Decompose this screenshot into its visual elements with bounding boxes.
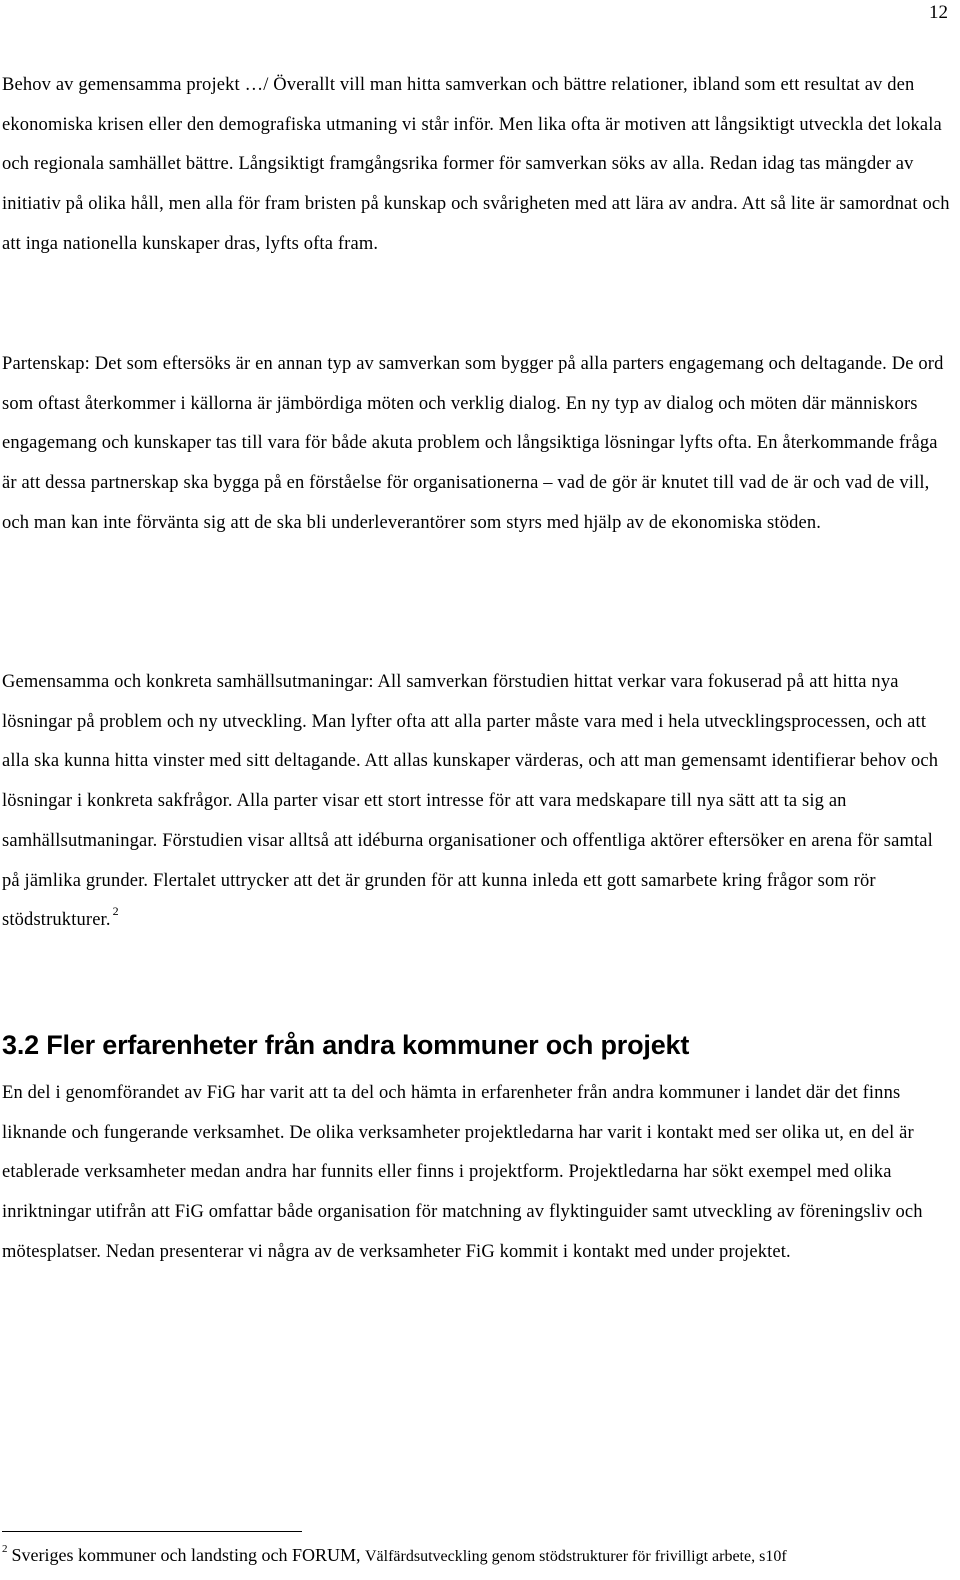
paragraph-text: Behov av gemensamma projekt …/ Överallt vill man hitta samverkan och bättre relationer, ibland som ett resultat av den ekonomiska krisen eller den demografiska utmaning vi står inför. Men lika ofta är motiven att långsiktigt utveckla det lokala och regionala samhället bättre. Långsiktigt framgångsrika former för samverkan söks av alla. Redan idag tas mängder av initiativ på olika håll, men alla för fram bristen på kunskap och svårigheten med att lära av andra. Att så lite är samordnat och att inga nationella kunskaper dras, lyfts ofta fram. (2, 75, 950, 254)
paragraph-text: En del i genomförandet av FiG har varit att ta del och hämta in erfarenheter från andra kommuner i landet där det finns liknande och fungerande verksamhet. De olika verksamheter projektledarna har varit i kontakt med ser olika ut, en del är etablerade verksamheter medan andra har funnits eller finns i projektform. Projektledarna har sökt exempel med olika inriktningar utifrån att FiG omfattar både organisation för matchning av flyktinguider samt utveckling av föreningsliv och mötesplatser. Nedan presenterar vi några av de verksamheter FiG kommit i kontakt med under projektet. (2, 1083, 923, 1262)
footnote-divider (2, 1531, 302, 1532)
paragraph-behov (2, 66, 950, 265)
section-heading: 3.2 Fler erfarenheter från andra kommuner och projekt (2, 1030, 690, 1060)
paragraph-text: Gemensamma och konkreta samhällsutmaningar: All samverkan förstudien hittat verkar vara fokuserad på att hitta nya lösningar på problem och ny utveckling. Man lyfter ofta att alla parter måste vara med i hela utvecklingsprocessen, och att alla ska kunna hitta vinster med sitt deltagande. Att allas kunskaper värderas, och att man gemensamt identifierar behov och lösningar i konkreta sakfrågor. Alla parter visar ett stort intresse för att vara medskapare till nya sätt att ta sig an samhällsutmaningar. Förstudien visar alltså att idéburna organisationer och offentliga aktörer eftersöker en arena för samtal på jämlika grunder. Flertalet uttrycker att det är grunden för att kunna inleda ett gott samarbete kring frågor som rör stödstrukturer. (2, 672, 939, 931)
paragraph-partenskap (2, 345, 950, 544)
paragraph-text: Partenskap: Det som eftersöks är en annan typ av samverkan som bygger på alla parters engagemang och deltagande. De ord som oftast återkommer i källorna är jämbördiga möten och verklig dialog. En ny typ av dialog och möten där människors engagemang och kunskaper tas till vara för både akuta problem och långsiktiga lösningar lyfts ofta. En återkommande fråga är att dessa partnerskap ska bygga på en förståelse för organisationerna – vad de gör är knutet till vad de är och vad de vill, och man kan inte förvänta sig att de ska bli underleverantörer som styrs med hjälp av de ekonomiska stöden. (2, 354, 944, 533)
footnote-source-title: Välfärdsutveckling genom stödstrukturer för frivilligt arbete, s10f (364, 1548, 787, 1565)
section-paragraph (2, 1074, 950, 1273)
paragraph-samhallsutmaningar (2, 663, 950, 941)
footnote (2, 1540, 952, 1572)
footnote-reference[interactable]: 2 (112, 904, 119, 919)
page-number: 12 (929, 2, 948, 23)
footnote-number: 2 (2, 1543, 8, 1555)
footnote-text: Sveriges kommuner och landsting och FORUM, (11, 1545, 361, 1565)
